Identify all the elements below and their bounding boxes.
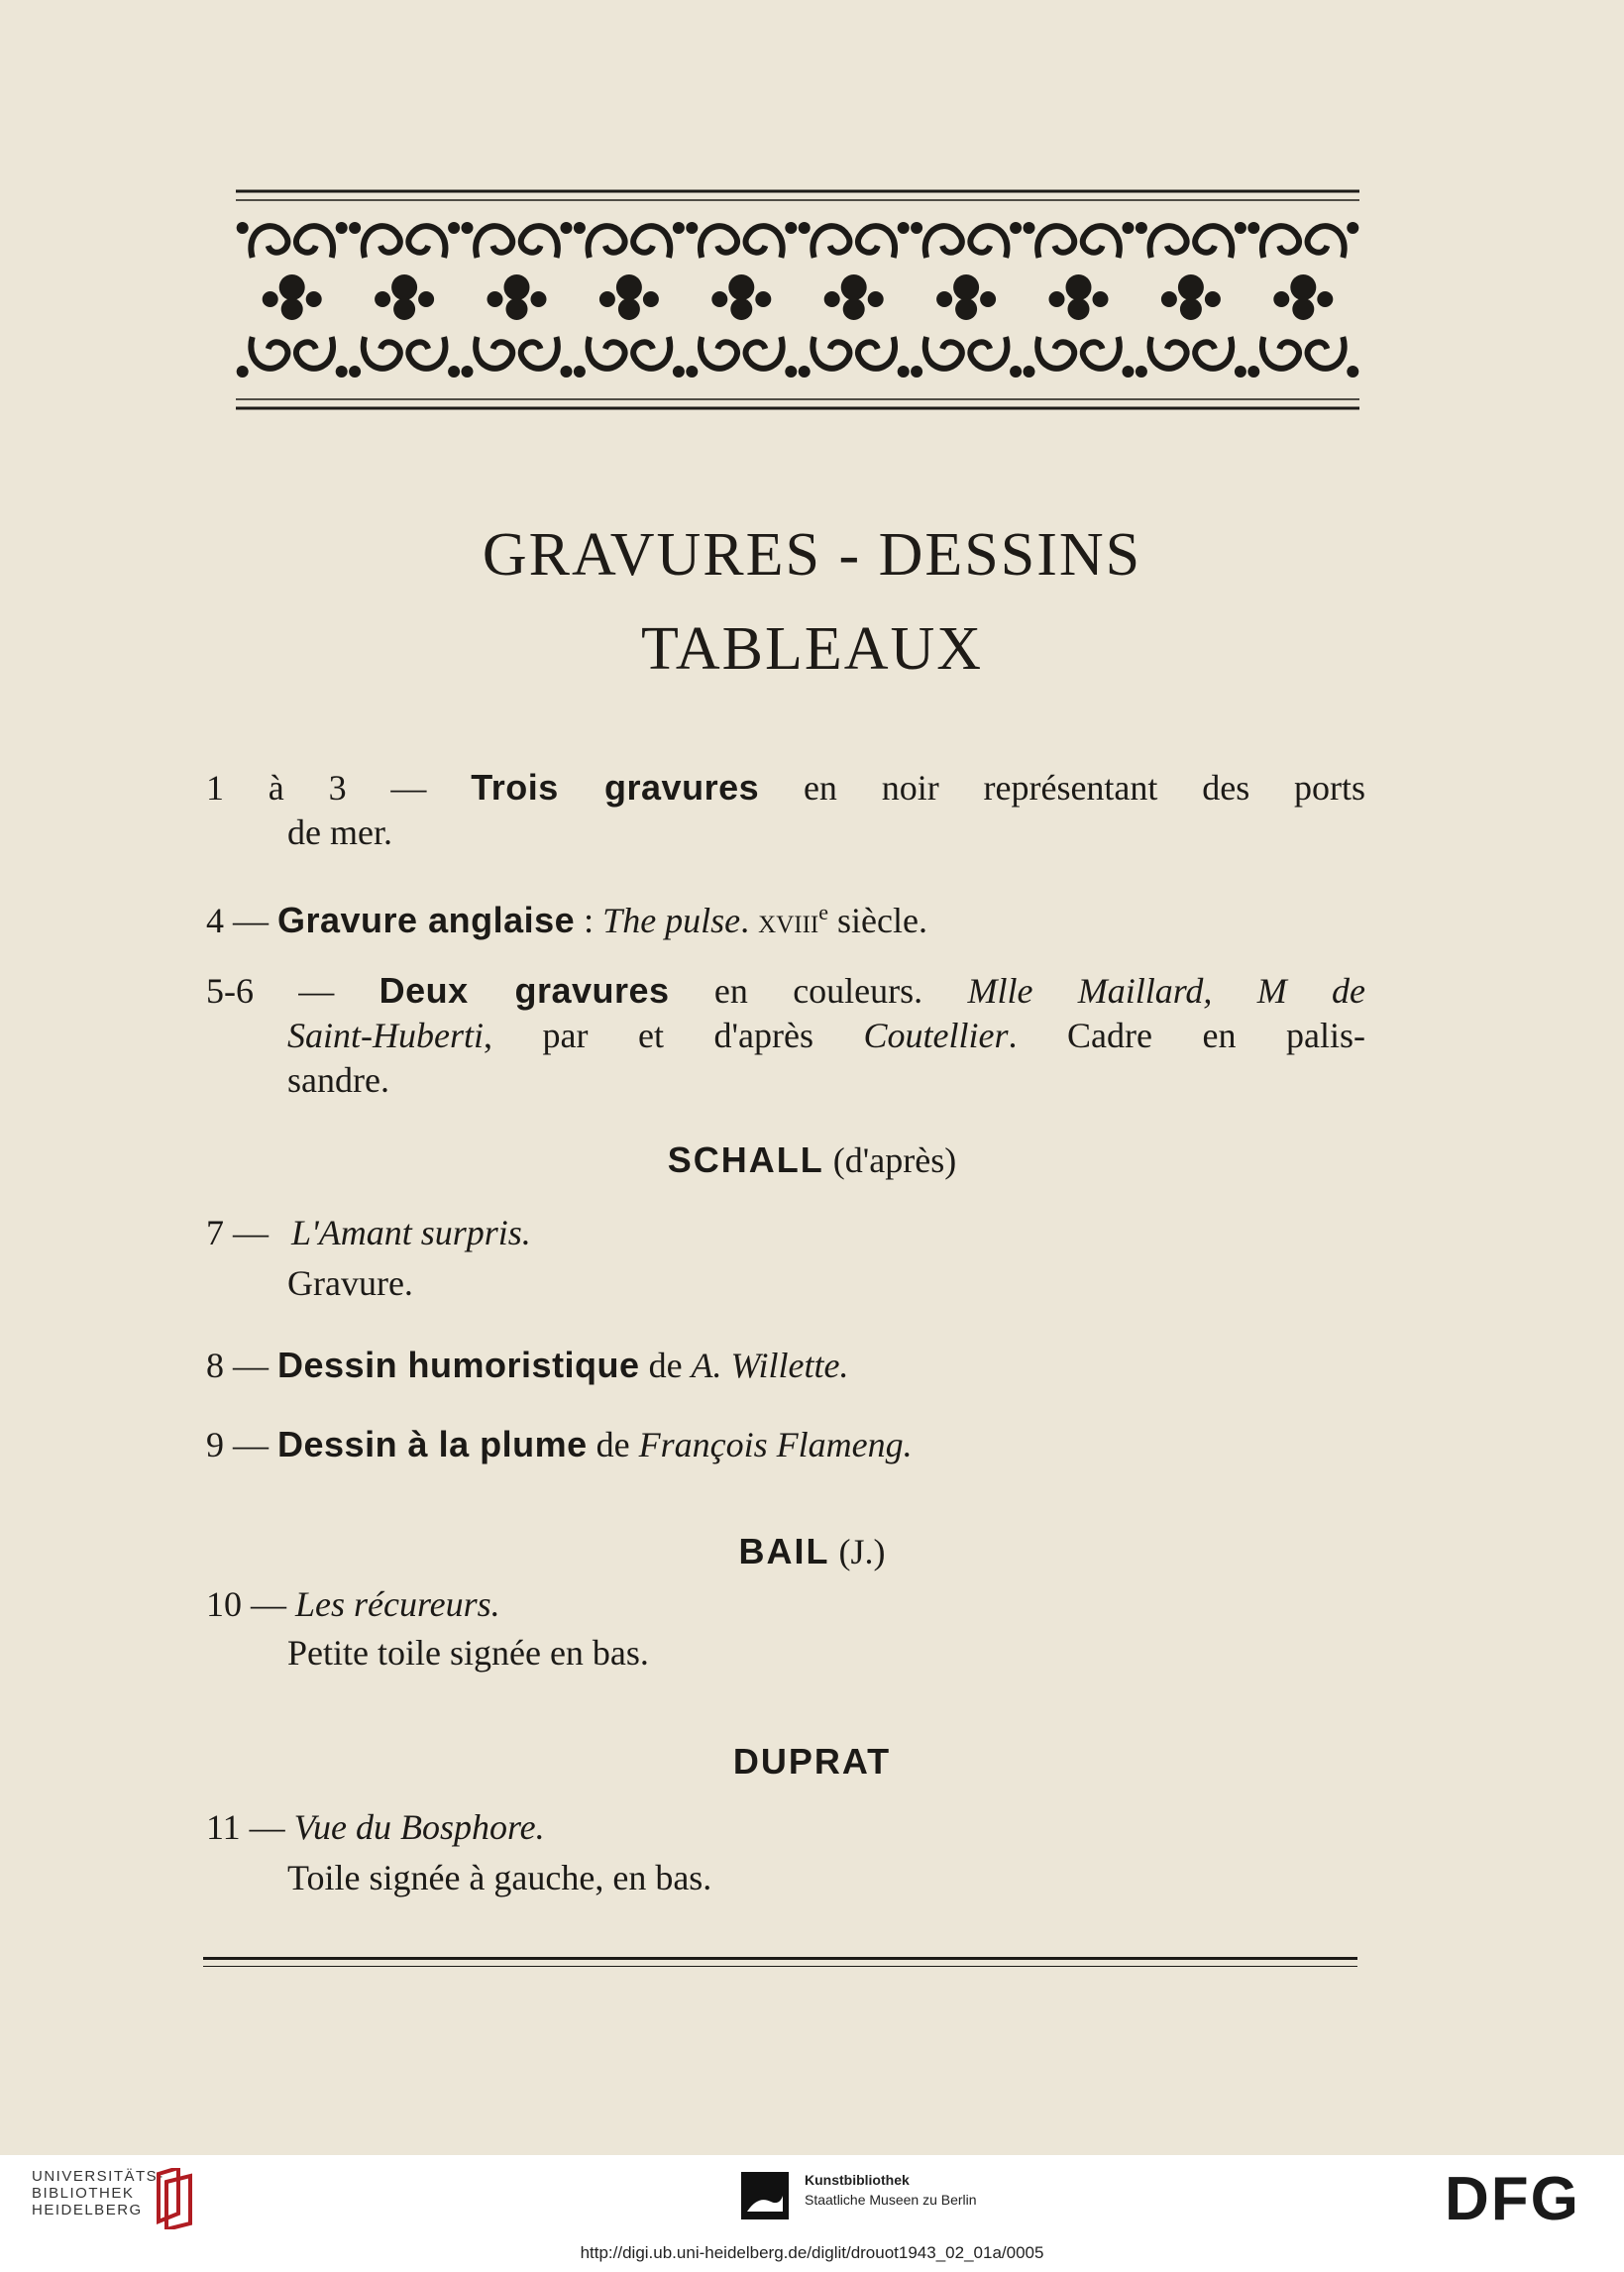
lot-frame: . Cadre en palis- [1008, 1016, 1366, 1055]
artist-heading-schall [0, 1139, 1624, 1181]
ornamental-header-band [236, 188, 1359, 412]
lot-description: en couleurs. [713, 971, 923, 1011]
lot-entry-8 [206, 1343, 1365, 1388]
ornament-scroll-motif [237, 222, 348, 378]
ornament-scroll-motif [574, 222, 685, 378]
artist-note: (d'après) [832, 1140, 957, 1180]
kunstbibliothek-label: Kunstbibliothek Staatliche Museen zu Berlin [805, 2172, 977, 2208]
artist-note: (J.) [838, 1532, 886, 1571]
lot-description: en noir représentant des ports [803, 768, 1366, 808]
lot-work-title: Vue du Bosphore. [293, 1807, 545, 1847]
ornament-scroll-motif [686, 222, 797, 378]
artist-heading-bail [0, 1531, 1624, 1572]
lot-title: Deux gravures [379, 970, 670, 1011]
lot-period: . xviii$^e$ siècle. [740, 900, 927, 940]
lot-preposition: de [648, 1346, 683, 1385]
lot-description-cont: sandre. [287, 1060, 389, 1100]
lot-number: 1 à 3 — [206, 768, 427, 808]
lot-work-title: L'Amant surpris. [291, 1213, 531, 1252]
lot-entry-10 [206, 1582, 1365, 1676]
lot-artist: A. Willette. [691, 1346, 849, 1385]
ornament-scroll-motif [349, 222, 460, 378]
ornament-scroll-motif [799, 222, 910, 378]
ornament-scroll-motif [462, 222, 573, 378]
lot-colon: : [584, 901, 595, 940]
page-title-line2: TABLEAUX [640, 615, 984, 683]
artist-name: BAIL [738, 1531, 830, 1571]
lot-work-title: The pulse [602, 901, 741, 940]
artist-heading-duprat [0, 1741, 1624, 1783]
lot-title: Trois gravures [471, 767, 760, 808]
lot-entry-1-3 [206, 765, 1365, 855]
ornament-scroll-motif [1136, 222, 1246, 378]
lot-subjects: Mlle Maillard, M de [967, 971, 1366, 1011]
lot-medium: Gravure. [287, 1263, 413, 1303]
heidelberg-logo-icon [149, 2168, 196, 2234]
lot-engraver: Coutellier [863, 1016, 1009, 1055]
lot-entry-7 [206, 1211, 1365, 1306]
lot-entry-5-6 [206, 968, 1365, 1103]
lot-medium: Petite toile signée en bas. [287, 1633, 649, 1673]
ornament-scroll-motif [1247, 222, 1358, 378]
lot-number: 7 — [206, 1213, 269, 1252]
lot-number: 4 — [206, 901, 269, 940]
lot-medium: Toile signée à gauche, en bas. [287, 1858, 712, 1897]
lot-entry-9 [206, 1422, 1365, 1467]
lot-preposition: de [595, 1425, 630, 1464]
source-url[interactable]: http://digi.ub.uni-heidelberg.de/diglit/drouot1943_02_01a/0005 [580, 2243, 1044, 2262]
lot-number: 5-6 — [206, 971, 335, 1011]
kunstbibliothek-logo-icon [741, 2172, 789, 2224]
university-library-label: UNIVERSITÄTS- BIBLIOTHEK HEIDELBERG [32, 2168, 164, 2218]
lot-number: 10 — [206, 1584, 286, 1624]
lot-number: 9 — [206, 1425, 269, 1464]
lot-subject-2: Saint-Huberti [287, 1016, 484, 1055]
dfg-logo: DFG [1445, 2165, 1580, 2233]
lot-description: , par et d'après [483, 1016, 813, 1055]
lot-number: 8 — [206, 1346, 269, 1385]
lot-work-title: Les récureurs. [295, 1584, 500, 1624]
artist-name: DUPRAT [732, 1741, 892, 1782]
lot-entry-4 [206, 890, 1365, 943]
ornament-scroll-motif [1024, 222, 1135, 378]
artist-name: SCHALL [667, 1139, 824, 1180]
lot-title: Gravure anglaise [277, 900, 576, 940]
page-title-line1: GRAVURES - DESSINS [482, 521, 1142, 589]
lot-description-cont: de mer. [287, 812, 392, 852]
lot-number: 11 — [206, 1807, 285, 1847]
lot-entry-11 [206, 1805, 1365, 1900]
ornament-scroll-motif [911, 222, 1022, 378]
lot-artist: François Flameng. [638, 1425, 913, 1464]
lot-title: Dessin à la plume [277, 1424, 588, 1464]
lot-title: Dessin humoristique [277, 1345, 640, 1385]
